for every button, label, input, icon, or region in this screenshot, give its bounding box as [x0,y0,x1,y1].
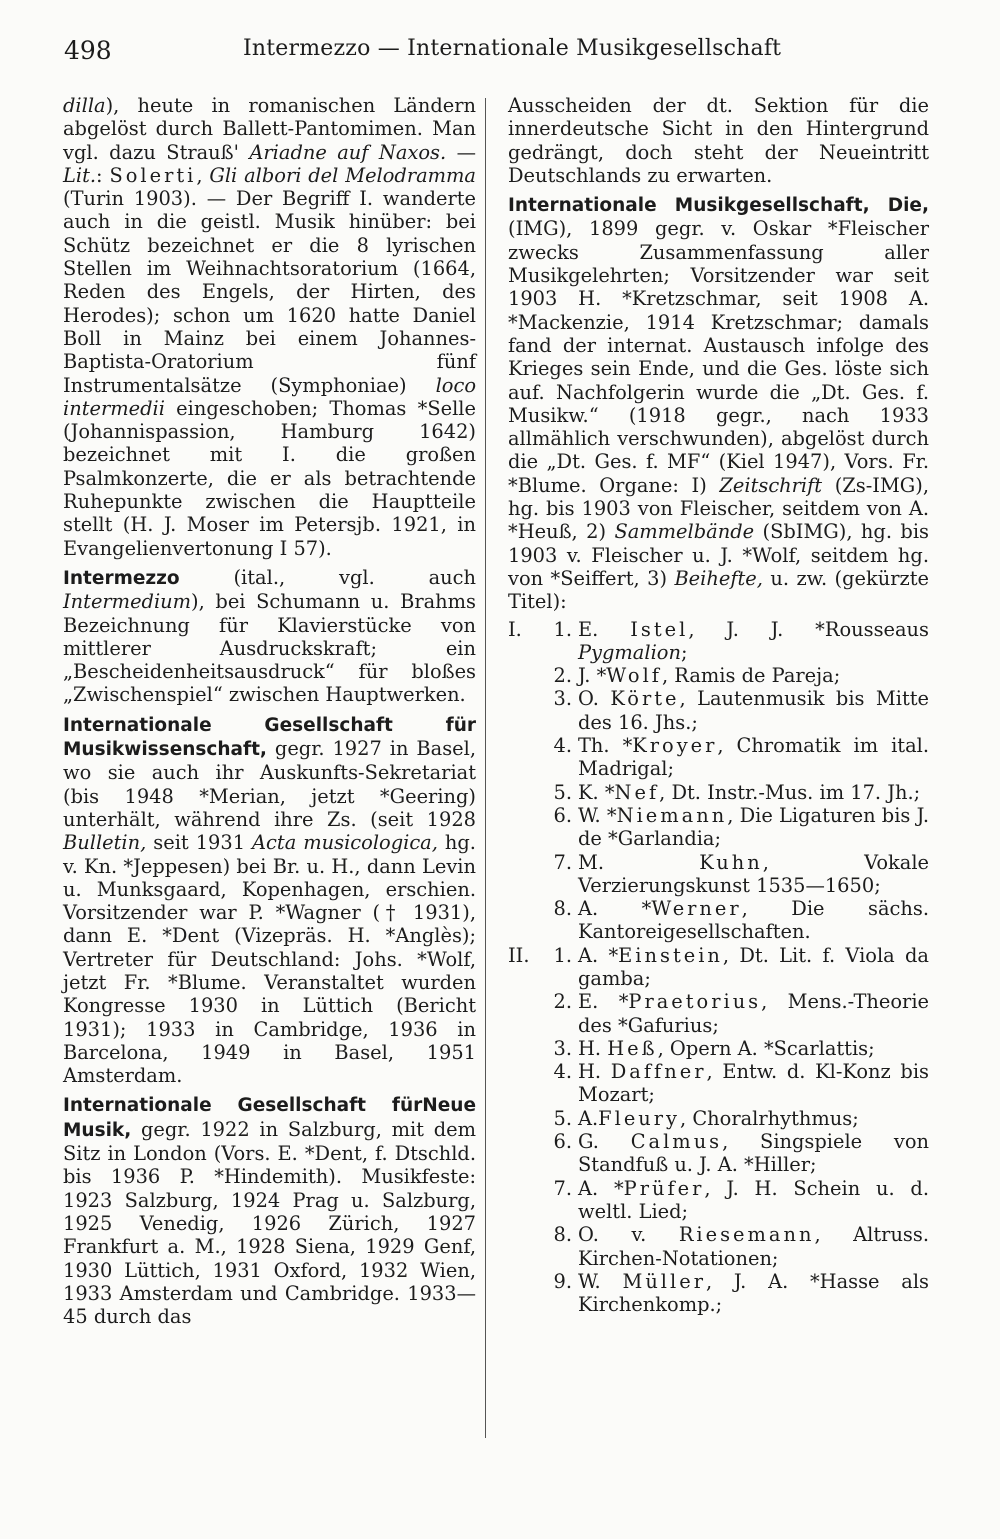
item-number: 3. [553,687,572,711]
item-number: 3. [553,1036,572,1060]
body-text: ), heute in romanischen Ländern abgelöst durch Ballett-Pantomimen. Man vgl. dazu Strauß' [63,94,476,164]
item-initials: A. * [578,943,619,967]
item-text [578,734,929,781]
list-item [508,1177,929,1224]
running-title: Intermezzo — Internationale Musikgesellschaft [243,36,782,61]
item-text [578,1270,929,1317]
item-title: , Altruss. Kirchen-Notationen; [578,1223,929,1270]
body-text: u. zw. (gekürzte Titel): [508,566,929,614]
item-number: 1. [553,943,572,967]
list-item [508,1130,929,1177]
series-roman [508,687,536,734]
item-number: 2. [553,664,572,688]
series-roman [508,1177,536,1224]
list-item [508,897,929,944]
item-number: 7. [553,850,572,874]
item-title: , J. H. Schein u. d. weltl. Lied; [578,1176,930,1223]
item-title: , Opern A. *Scarlattis; [657,1036,875,1060]
page-number: 498 [64,36,112,65]
item-number: 5. [553,780,572,804]
item-title: , Singspiele von Standfuß u. J. A. *Hiller; [578,1130,929,1177]
series-roman [508,1107,536,1130]
item-title: , Lautenmusik bis Mitte des 16. Jhs.; [578,687,930,734]
item-author: Heß [607,1036,658,1060]
series-roman [508,664,536,687]
item-number: 1. [553,617,572,641]
list-item [508,944,929,991]
item-title: , Mens.-Theorie des *Gafurius; [578,990,929,1037]
item-title: , Chromatik im ital. Madrigal; [578,734,929,781]
item-initials: M. [578,850,700,874]
list-item [508,664,929,687]
item-number: 6. [553,803,572,827]
item-title: , Choralrhythmus; [680,1106,859,1130]
body-text: (ital., vgl. auch [179,565,476,589]
item-initials: W. [578,1269,623,1293]
item-author: Prüfer [623,1176,705,1200]
body-text: hg. v. Kn. *Jeppesen) bei Br. u. H., dann Levin u. Munksgaard, Kopenhagen, erschien. Vorsitzender war P. *Wagner († 1931), dann E. *Dent (Vizepräs. H. *Anglès); Vertreter für Deutschland: Johs. *Wolf, jetzt Fr. *Blume. Veranstaltet wurden Kongresse 1930 in Lüttich (Bericht 1931); 1933 in Cambridge, 1936 in Barcelona, 1949 in Basel, 1951 Amsterdam. [63,831,476,1088]
item-author: Praetorius [628,990,762,1014]
item-author: Kuhn [699,850,763,874]
item-author: Daffner [610,1060,707,1084]
list-item [508,1037,929,1060]
item-initials: O. [578,687,611,711]
item-text [578,1223,929,1270]
body-text: (Turin 1903). — Der Begriff I. wanderte auch in die geistl. Musik hinüber: bei Schütz bezeichnet er die 8 lyrischen Stellen im Weihnachtsoratorium (1664, Reden des Engels, der Hirten, des Herodes); schon um 1620 hatte Daniel Boll in Mainz bei einem Johannes-Baptista-Oratorium fünf Instrumentalsätze (Symphoniae) [63,187,476,397]
series-roman: II. [508,943,530,967]
italic-text: loco intermedii [63,373,476,420]
series-roman [508,804,536,851]
list-item [508,781,929,804]
item-number: 7. [553,1176,572,1200]
entry-intermezzo [63,566,476,707]
entry-ignm [63,1093,476,1328]
item-initials: A. [578,1106,599,1130]
italic-text: Intermedium [63,590,192,614]
item-text [578,1107,929,1130]
item-author: Müller [622,1269,706,1293]
item-text [578,664,929,687]
item-number: 5. [553,1106,572,1130]
item-title-end: ; [680,640,688,664]
body-text: (SbIMG), hg. bis 1903 v. Fleischer u. J. *Wolf, seitdem hg. von *Seiffert, 3) [508,520,929,590]
series-roman: I. [508,617,522,641]
list-item [508,1107,929,1130]
item-initials: W. * [578,803,617,827]
column-divider [485,98,486,1438]
item-title: , Vokale Verzierungskunst 1535—1650; [578,850,929,897]
item-initials: J. * [578,664,607,688]
list-item [508,990,929,1037]
item-author: Niemann [616,803,728,827]
item-author: Fleury [598,1106,681,1130]
item-initials: H. [578,1060,611,1084]
item-text [578,1060,929,1107]
item-title: , Dt. Lit. f. Viola da gamba; [578,943,929,990]
item-title: , Die sächs. Kantoreigesellschaften. [578,897,929,944]
item-author: Istel [630,617,689,641]
item-author: Calmus [630,1130,723,1154]
series-roman [508,1060,536,1107]
italic-text: Gli albori del Melodramma [209,163,476,187]
item-title: , Die Ligaturen bis J. de *Garlandia; [578,803,930,851]
item-text [578,851,929,898]
series-roman [508,1130,536,1177]
italic-text: dilla [63,94,106,117]
right-column [508,94,929,1316]
item-author: Einstein [618,943,723,967]
item-number: 8. [553,1223,572,1247]
item-title: , Dt. Instr.-Mus. im 17. Jh.; [659,780,921,804]
item-number: 4. [553,734,572,758]
item-number: 4. [553,1060,572,1084]
entry-igmw [63,713,476,1088]
item-initials: E. * [578,990,629,1014]
body-text: gegr. 1927 in Basel, wo sie auch ihr Auskunfts-Sekretariat (bis 1948 *Merian, jetzt *Geering) unterhält, während ihre Zs. (seit 1928 [63,737,476,831]
list-item [508,851,929,898]
series-roman [508,1037,536,1060]
series-roman [508,781,536,804]
item-title: , J. A. *Hasse als Kirchenkomp.; [578,1269,929,1317]
series-roman [508,734,536,781]
item-author: Wolf [606,664,662,688]
italic-text: Lit. [63,163,97,187]
list-item [508,734,929,781]
entry-img [508,193,929,613]
item-text [578,1130,929,1177]
item-number: 6. [553,1130,572,1154]
item-title: , Entw. d. Kl-Konz bis Mozart; [578,1060,929,1107]
entry-headword: Internationale Musikgesellschaft, Die, [508,195,929,217]
item-initials: E. [578,617,631,641]
italic-text: Ariadne auf Naxos. [249,140,447,164]
series-roman [508,990,536,1037]
body-text: ), bei Schumann u. Brahms Bezeichnung für Klavierstücke von mittlerer Ausdruckskraft; ein „Bescheidenheitsausdruck“ für bloßes „Zwischenspiel“ zwischen Hauptwerken. [63,590,476,707]
item-number: 9. [553,1269,572,1293]
item-initials: K. * [578,780,615,804]
item-text [578,618,929,665]
body-text: — [446,140,476,164]
item-title: , Ramis de Pareja; [661,664,841,688]
item-author: Körte [610,687,680,711]
item-initials: Th. * [578,734,633,758]
item-author: Nef [614,780,660,804]
series-roman [508,1223,536,1270]
item-author: Werner [651,897,742,921]
body-text: gegr. 1922 in Salzburg, mit dem Sitz in London (Vors. E. *Dent, f. Dtschld. bis 1936 P. *Hindemith). Musikfeste: 1923 Salzburg, 1924 Prag u. Salzburg, 1925 Venedig, 1926 Zürich, 1927 Frankfurt a. M., 1928 Siena, 1929 Genf, 1930 Lüttich, 1931 Oxford, 1932 Wien, 1933 Amsterdam und Cambridge. 1933—45 durch das [63,1117,476,1329]
list-item [508,687,929,734]
series-roman [508,851,536,898]
item-title-italic: Pygmalion [578,640,681,664]
item-text [578,781,929,804]
beihefte-list [508,618,929,1317]
list-item [508,1270,929,1317]
left-column [63,94,476,1328]
body-text: , [196,163,210,187]
item-text [578,1037,929,1060]
item-initials: H. [578,1036,608,1060]
series-roman [508,897,536,944]
item-text [578,687,929,734]
italic-text: Acta musicologica, [252,831,438,855]
body-text: : [96,163,110,187]
item-text [578,1177,929,1224]
entry-headword: Intermezzo [63,567,180,589]
list-item [508,804,929,851]
item-initials: G. [578,1130,631,1154]
item-author: Riesemann [678,1223,815,1247]
item-number: 2. [553,990,572,1014]
list-item [508,1060,929,1107]
italic-text: Sammelbände [614,520,755,544]
body-text: (Zs-IMG), hg. bis 1903 von Fleischer, seitdem von A. *Heuß, 2) [508,473,930,544]
entry-headword: Internationale Gesellschaft für Musikwissenschaft, [63,714,476,761]
item-text [578,944,929,991]
item-initials: A. * [578,1176,624,1200]
italic-text: Bulletin, [63,831,147,855]
spaced-name: Solerti [109,163,197,187]
italic-text: Zeitschrift [719,473,823,497]
item-text [578,990,929,1037]
series-roman [508,1270,536,1317]
item-author: Kroyer [632,734,718,758]
entry-intermedium-continued [63,94,476,560]
entry-ignm-continued: Ausscheiden der dt. Sektion für die innerdeutsche Sicht in den Hintergrund gedrängt, doch steht der Neueintritt Deutschlands zu erwarten. [508,94,929,187]
body-text: seit 1931 [146,831,253,855]
item-text [578,897,929,944]
item-title: , J. J. *Rousseaus [688,617,929,641]
italic-text: Beihefte, [674,566,763,590]
body-text: eingeschoben; Thomas *Selle (Johannispassion, Hamburg 1642) bezeichnet mit I. die großen Psalmkonzerte, die er als betrachtende Ruhepunkte zwischen die Hauptteile stellt (H. J. Moser im Petersjb. 1921, in Evangelienvertonung I 57). [63,396,476,560]
item-initials: O. v. [578,1223,679,1247]
item-text [578,804,929,851]
list-item [508,618,929,665]
item-initials: A. * [578,897,652,921]
entry-headword: Internationale Gesellschaft fürNeue Musik, [63,1095,476,1141]
body-text: (IMG), 1899 gegr. v. Oskar *Fleischer zwecks Zusammenfassung aller Musikgelehrten; Vorsitzender war seit 1903 H. *Kretzschmar, seit 1908 A. *Mackenzie, 1914 Kretzschmar; damals fand der internat. Austausch infolge des Krieges sein Ende, und die Ges. löste sich auf. Nachfolgerin wurde die „Dt. Ges. f. Musikw.“ (1918 gegr., nach 1933 allmählich verschwunden), abgelöst durch die „Dt. Ges. f. MF“ (Kiel 1947), Vors. Fr. *Blume. Organe: I) [508,217,929,497]
list-item [508,1223,929,1270]
item-number: 8. [553,897,572,921]
